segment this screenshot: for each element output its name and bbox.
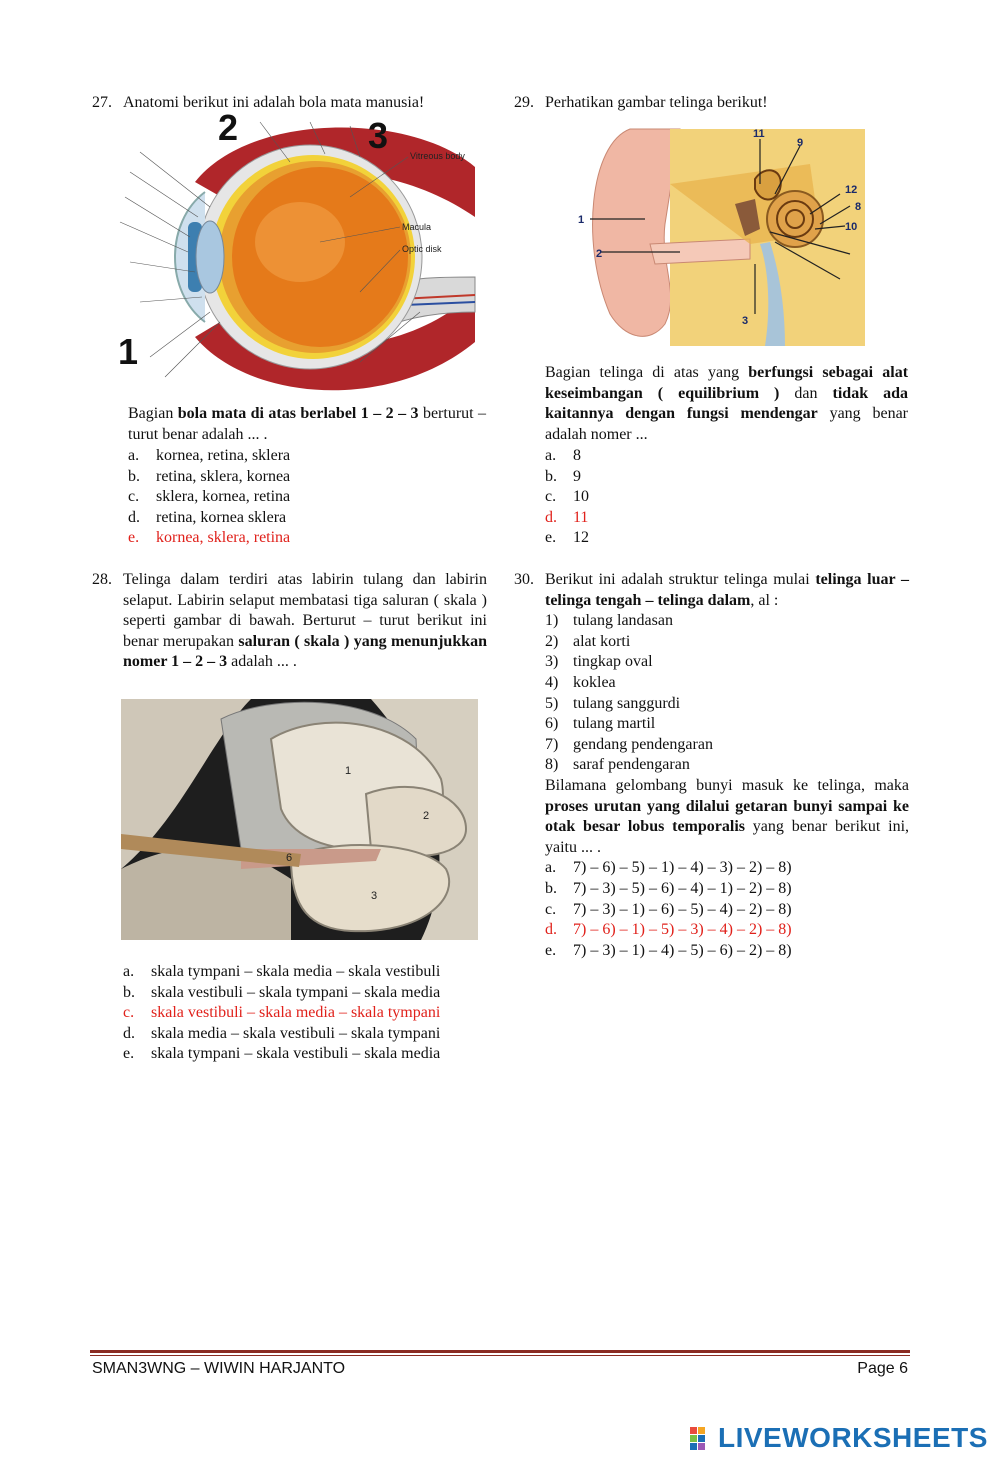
list-item: 4) koklea [545,673,616,691]
option-e[interactable]: e. 12 [545,529,589,547]
question-27-options [128,446,486,549]
ear-label-8: 8 [855,201,862,213]
option-c[interactable]: c. 10 [545,488,589,506]
question-number: 27. [92,94,112,111]
cochlea-label-1: 1 [345,765,352,777]
list-item: 5) tulang sanggurdi [545,694,681,712]
option-b[interactable]: b. retina, sklera, kornea [128,467,291,485]
ear-label-1: 1 [578,214,585,226]
footer-left: SMAN3WNG – WIWIN HARJANTO [92,1360,346,1377]
eye-annotation-vitreous: Vitreous body [410,151,465,161]
cochlea-label-2: 2 [423,810,430,822]
eye-anatomy-figure [110,112,480,402]
eye-label-2: 2 [218,112,239,148]
liveworksheets-logo-icon [690,1427,714,1451]
question-number: 30. [514,571,534,588]
option-d-answer[interactable]: d. 11 [545,508,589,526]
ear-label-2: 2 [596,248,603,260]
option-a[interactable]: a. 8 [545,447,581,464]
list-item: 8) saraf pendengaran [545,756,690,774]
eye-annotation-optic-disk: Optic disk [402,244,442,254]
option-c[interactable]: c. sklera, kornea, retina [128,488,291,506]
list-item: 3) tingkap oval [545,653,653,671]
question-27 [92,93,487,114]
question-29-options [545,446,745,549]
ear-label-12: 12 [845,184,858,196]
list-item: 7) gendang pendengaran [545,735,713,753]
question-28-options [123,962,488,1065]
question-stem: Telinga dalam terdiri atas labirin tulang dan labirin selaput. Labirin selaput membatasi tiga saluran ( skala ) seperti gambar di bawah. Berturut – turut berikut ini benar merupakan saluran ( skala ) yang menunjukkan nomer 1 – 2 – 3 adalah ... . [123,571,488,671]
footer-rule [90,1350,910,1353]
option-d[interactable]: d. retina, kornea sklera [128,508,287,526]
option-e[interactable]: e. skala tympani – skala vestibuli – skala media [123,1045,441,1063]
ear-label-9: 9 [797,137,804,149]
page-number: Page 6 [857,1360,908,1377]
question-stem: Berikut ini adalah struktur telinga mulai telinga luar – telinga tengah – telinga dalam, al : [545,571,909,609]
question-30-prompt: Bilamana gelombang bunyi masuk ke telinga, maka proses urutan yang dilalui getaran bunyi sampai ke otak besar lobus temporalis yang benar berikut ini, yaitu ... . [545,776,910,856]
eye-annotation-macula: Macula [402,222,432,232]
option-e[interactable]: e. 7) – 3) – 1) – 4) – 5) – 6) – 2) – 8) [545,941,792,959]
question-prompt: Anatomi berikut ini adalah bola mata manusia! [123,94,425,111]
cochlea-label-6: 6 [286,852,293,864]
question-29-stem: Bagian telinga di atas yang berfungsi sebagai alat keseimbangan ( equilibrium ) dan tidak ada kaitannya dengan fungsi mendengar yang benar adalah nomer ... [545,364,909,443]
cochlea-cross-section-figure [121,699,478,940]
brand-name[interactable]: LIVEWORKSHEETS [718,1422,988,1453]
question-30 [514,570,909,961]
ear-label-3: 3 [742,315,749,327]
footer-rule-thin [90,1355,910,1356]
option-c-answer[interactable]: c. skala vestibuli – skala media – skala tympani [123,1004,441,1022]
question-number: 29. [514,94,534,111]
ear-structure-list [545,611,909,776]
question-number: 28. [92,571,112,588]
list-item: 2) alat korti [545,632,631,650]
option-a[interactable]: a. skala tympani – skala media – skala vestibuli [123,963,441,980]
option-e-answer[interactable]: e. kornea, sklera, retina [128,529,291,547]
ear-anatomy-figure [570,124,865,346]
cochlea-label-3: 3 [371,890,378,902]
option-a[interactable]: a. kornea, retina, sklera [128,447,291,464]
ear-label-11: 11 [753,128,765,140]
option-d[interactable]: d. skala media – skala vestibuli – skala tympani [123,1024,441,1042]
question-prompt: Perhatikan gambar telinga berikut! [545,94,768,111]
question-30-options [545,858,909,961]
question-29 [514,93,909,114]
option-b[interactable]: b. 7) – 3) – 5) – 6) – 4) – 1) – 2) – 8) [545,879,792,897]
option-b[interactable]: b. skala vestibuli – skala tympani – skala media [123,983,441,1001]
ear-label-10: 10 [845,221,858,233]
question-28 [92,570,487,673]
option-a[interactable]: a. 7) – 6) – 5) – 1) – 4) – 3) – 2) – 8) [545,859,792,877]
option-b[interactable]: b. 9 [545,467,581,485]
option-c[interactable]: c. 7) – 3) – 1) – 6) – 5) – 4) – 2) – 8) [545,900,792,918]
eye-label-3: 3 [368,115,389,156]
list-item: 6) tulang martil [545,715,656,733]
question-27-stem: Bagian bola mata di atas berlabel 1 – 2 – 3 berturut – turut benar adalah ... . [128,405,487,443]
eye-label-1: 1 [118,331,139,372]
list-item: 1) tulang landasan [545,612,673,630]
option-d-answer[interactable]: d. 7) – 6) – 1) – 5) – 3) – 4) – 2) – 8) [545,921,792,939]
